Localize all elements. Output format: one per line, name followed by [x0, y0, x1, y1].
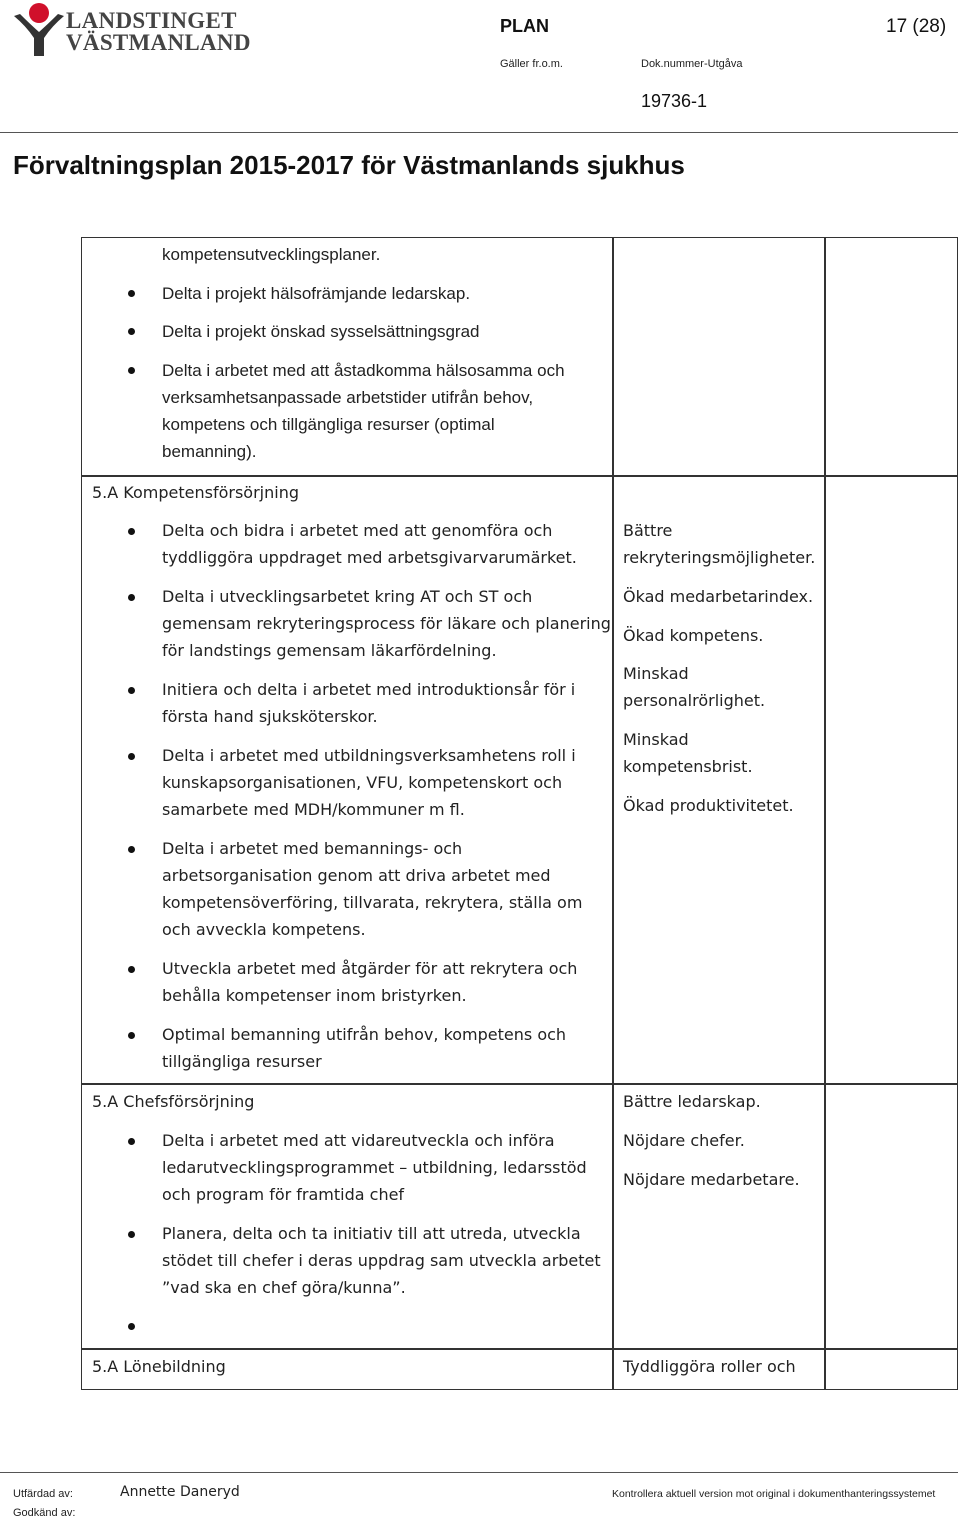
list-item-text: Delta i utvecklingsarbetet kring AT och ST och [162, 587, 533, 606]
issued-by-label: Utfärdad av: [13, 1488, 73, 1500]
list-item-text: Delta i projekt önskad sysselsättningsgrad [162, 322, 480, 341]
section-heading: 5.A Chefsförsörjning [92, 1092, 255, 1111]
list-item-text: Delta i projekt hälsofrämjande ledarskap. [162, 284, 471, 303]
version-notice: Kontrollera aktuell version mot original i dokumenthanteringssystemet [612, 1488, 936, 1500]
document-type: PLAN [500, 16, 549, 36]
page-number: 17 (28) [886, 16, 947, 37]
list-item-text: kompetensutvecklingsplaner. [162, 245, 381, 264]
list-item-text: Delta i arbetet med utbildningsverksamhetens roll i [162, 746, 576, 765]
list-item-text: samarbete med MDH/kommuner m fl. [162, 800, 465, 819]
bullet-icon [128, 753, 135, 760]
list-item-text: tyddliggöra uppdraget med arbetsgivarvarumärket. [162, 548, 577, 567]
list-item-text: Delta och bidra i arbetet med att genomföra och [162, 521, 553, 540]
effect-text: Bättre ledarskap. [623, 1092, 761, 1111]
list-item-text: Optimal bemanning utifrån behov, kompetens och [162, 1025, 567, 1044]
list-item-text: första hand sjuksköterskor. [162, 707, 378, 726]
bullet-icon [128, 1138, 135, 1145]
bullet-icon [128, 1032, 135, 1039]
effect-text: Nöjdare medarbetare. [623, 1170, 800, 1189]
effect-text: kompetensbrist. [623, 757, 753, 776]
list-item-text: och avveckla kompetens. [162, 920, 366, 939]
bullet-icon [128, 1323, 135, 1330]
list-item-text: verksamhetsanpassade arbetstider utifrån behov, [162, 388, 534, 407]
document-title: Förvaltningsplan 2015-2017 för Västmanlands sjukhus [13, 150, 685, 180]
bullet-icon [128, 328, 135, 335]
bullet-icon [128, 846, 135, 853]
effect-text: Nöjdare chefer. [623, 1131, 745, 1150]
logo-icon [12, 2, 64, 56]
logo-text [66, 10, 251, 54]
table-row-divider [81, 1083, 958, 1085]
bullet-icon [128, 290, 135, 297]
section-heading: 5.A Lönebildning [92, 1357, 226, 1376]
list-item-text: kompetensöverföring, tillvarata, rekrytera, ställa om [162, 893, 583, 912]
table-column-divider [612, 237, 614, 1390]
list-item-text: bemanning). [162, 442, 257, 461]
footer-divider [0, 1472, 958, 1473]
effect-text: personalrörlighet. [623, 691, 766, 710]
list-item-text: arbetsorganisation genom att driva arbetet med [162, 866, 551, 885]
effect-text: Ökad medarbetarindex. [623, 587, 814, 606]
effect-text: rekryteringsmöjligheter. [623, 548, 816, 567]
bullet-icon [128, 594, 135, 601]
list-item-text: och program för framtida chef [162, 1185, 405, 1204]
table-row-divider [81, 1348, 958, 1350]
effect-text: Bättre [623, 521, 673, 540]
list-item-text: Delta i arbetet med bemannings- och [162, 839, 463, 858]
list-item-text: Delta i arbetet med att vidareutveckla och införa [162, 1131, 555, 1150]
list-item-text: ”vad ska en chef göra/kunna”. [162, 1278, 406, 1297]
list-item-text: för landstings gemensam läkarfördelning. [162, 641, 497, 660]
effect-text: Ökad produktivitetet. [623, 796, 794, 815]
table-column-divider [824, 237, 826, 1390]
table-row-divider [81, 475, 958, 477]
list-item-text: Delta i arbetet med att åstadkomma hälsosamma och [162, 361, 565, 380]
logo-line-2: VÄSTMANLAND [66, 30, 251, 55]
list-item-text: Initiera och delta i arbetet med introduktionsår för i [162, 680, 576, 699]
bullet-icon [128, 1231, 135, 1238]
list-item-text: gemensam rekryteringsprocess för läkare och planering [162, 614, 611, 633]
approved-by-label: Godkänd av: [13, 1507, 76, 1519]
document-number: 19736-1 [641, 91, 708, 111]
docnum-label: Dok.nummer-Utgåva [641, 58, 743, 70]
bullet-icon [128, 367, 135, 374]
list-item-text: ledarutvecklingsprogrammet – utbildning, ledarsstöd [162, 1158, 587, 1177]
logo-line-1: LANDSTINGET [66, 8, 237, 33]
effect-text: Ökad kompetens. [623, 626, 764, 645]
valid-from-label: Gäller fr.o.m. [500, 58, 563, 70]
list-item-text: kompetens och tillgängliga resurser (optimal [162, 415, 495, 434]
header-divider [0, 132, 958, 133]
bullet-icon [128, 966, 135, 973]
section-heading: 5.A Kompetensförsörjning [92, 483, 299, 502]
effect-text: Minskad [623, 664, 689, 683]
list-item-text: Planera, delta och ta initiativ till att utreda, utveckla [162, 1224, 581, 1243]
list-item-text: tillgängliga resurser [162, 1052, 322, 1071]
bullet-icon [128, 687, 135, 694]
effect-text: Tyddliggöra roller och [623, 1357, 796, 1376]
list-item-text: kunskapsorganisationen, VFU, kompetenskort och [162, 773, 563, 792]
list-item-text: behålla kompetenser inom bristyrken. [162, 986, 467, 1005]
effect-text: Minskad [623, 730, 689, 749]
bullet-icon [128, 528, 135, 535]
list-item-text: stödet till chefer i deras uppdrag sam utveckla arbetet [162, 1251, 601, 1270]
issued-by-name: Annette Daneryd [120, 1484, 240, 1500]
list-item-text: Utveckla arbetet med åtgärder för att rekrytera och [162, 959, 578, 978]
